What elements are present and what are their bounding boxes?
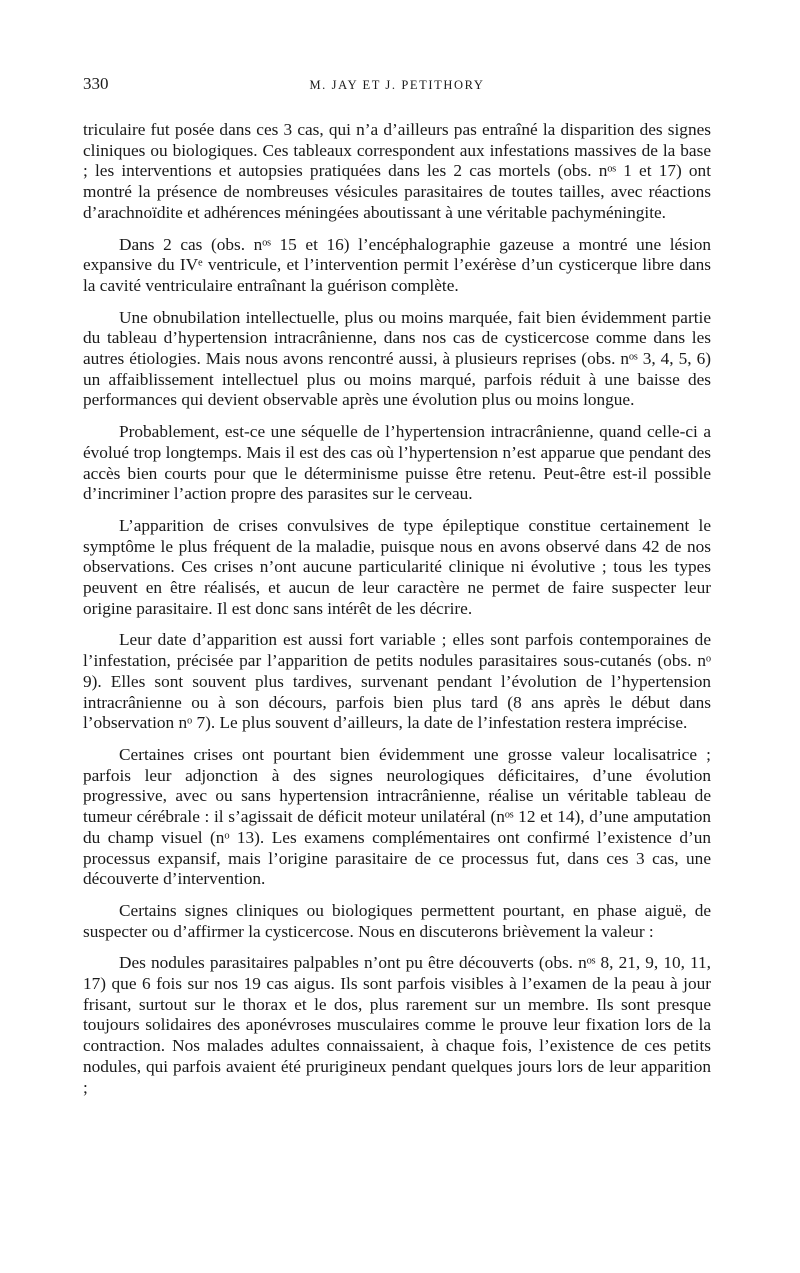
paragraph-2: Dans 2 cas (obs. nᵒˢ 15 et 16) l’encéphalographie gazeuse a montré une lésion expansive du IVᵉ ventricule, et l’intervention permit l’exérèse d’un cysticerque libre dans la cavité ventriculaire entraînant la guérison complète. [83,234,711,295]
paragraph-6: Leur date d’apparition est aussi fort variable ; elles sont parfois contemporaines de l’infestation, précisée par l’apparition de petits nodules parasitaires sous-cutanés (obs. nᵒ 9). Elles sont souvent plus tardives, survenant pendant l’évolution de l’hypertension intracrânienne ou à son décours, parfois bien plus tard (8 ans après le début dans l’observation nᵒ 7). Le plus souvent d’ailleurs, la date de l’infestation restera imprécise. [83,630,711,733]
document-page [83,74,711,1109]
paragraph-5: L’apparition de crises convulsives de type épileptique constitue certainement le symptôme le plus fréquent de la maladie, puisque nous en avons observé dans 42 de nos observations. Ces crises n’ont aucune particularité clinique ni évolutive ; tous les types peuvent en être réalisés, et aucun de leur caractère ne permet de faire suspecter leur origine parasitaire. Il est donc sans intérêt de les décrire. [83,515,711,618]
paragraph-7: Certaines crises ont pourtant bien évidemment une grosse valeur localisatrice ; parfois leur adjonction à des signes neurologiques déficitaires, d’une évolution progressive, avec ou sans hypertension intracrânienne, réalise un véritable tableau de tumeur cérébrale : il s’agissait de déficit moteur unilatéral (nᵒˢ 12 et 14), d’une amputation du champ visuel (nᵒ 13). Les examens complémentaires ont confirmé l’existence d’un processus expansif, mais l’origine parasitaire de ce processus fut, dans ces 3 cas, une découverte d’intervention. [83,744,711,889]
paragraph-1: triculaire fut posée dans ces 3 cas, qui n’a d’ailleurs pas entraîné la disparition des signes cliniques ou biologiques. Ces tableaux correspondent aux infestations massives de la base ; les interventions et autopsies pratiquées dans les 2 cas mortels (obs. nᵒˢ 1 et 17) ont montré la présence de nombreuses vésicules parasitaires de toutes tailles, avec réactions d’arachnoïdite et adhérences méningées aboutissant à une véritable pachyméningite. [83,120,711,222]
paragraph-3: Une obnubilation intellectuelle, plus ou moins marquée, fait bien évidemment partie du tableau d’hypertension intracrânienne, dans nos cas de cysticercose comme dans les autres étiologies. Mais nous avons rencontré aussi, à plusieurs reprises (obs. nᵒˢ 3, 4, 5, 6) un affaiblissement intellectuel plus ou moins marqué, parfois réduit à une baisse des performances qui devient observable après une évolution plus ou moins longue. [83,307,711,410]
paragraph-9: Des nodules parasitaires palpables n’ont pu être découverts (obs. nᵒˢ 8, 21, 9, 10, 11, 17) que 6 fois sur nos 19 cas aigus. Ils sont parfois visibles à l’examen de la peau à jour frisant, surtout sur le thorax et le dos, plus rarement sur un membre. Ils sont presque toujours solidaires des aponévroses musculaires comme le prouve leur fixation lors de la contraction. Nos malades adultes connaissaient, à chaque fois, l’existence de ces petits nodules, qui parfois avaient été prurigineux pendant quelques jours lors de leur apparition ; [83,953,711,1097]
paragraph-4: Probablement, est-ce une séquelle de l’hypertension intracrânienne, quand celle-ci a évolué trop longtemps. Mais il est des cas où l’hypertension n’est apparue que pendant des accès bien courts pour que le déterminisme puisse être retenu. Peut-être est-il possible d’incriminer l’action propre des parasites sur le cerveau. [83,422,711,504]
body-text [83,120,711,1098]
page-header [83,74,711,104]
paragraph-8: Certains signes cliniques ou biologiques permettent pourtant, en phase aiguë, de suspecter ou d’affirmer la cysticercose. Nous en discuterons brièvement la valeur : [83,900,711,941]
running-head: M. JAY ET J. PETITHORY [309,78,485,92]
page-number: 330 [83,74,109,93]
